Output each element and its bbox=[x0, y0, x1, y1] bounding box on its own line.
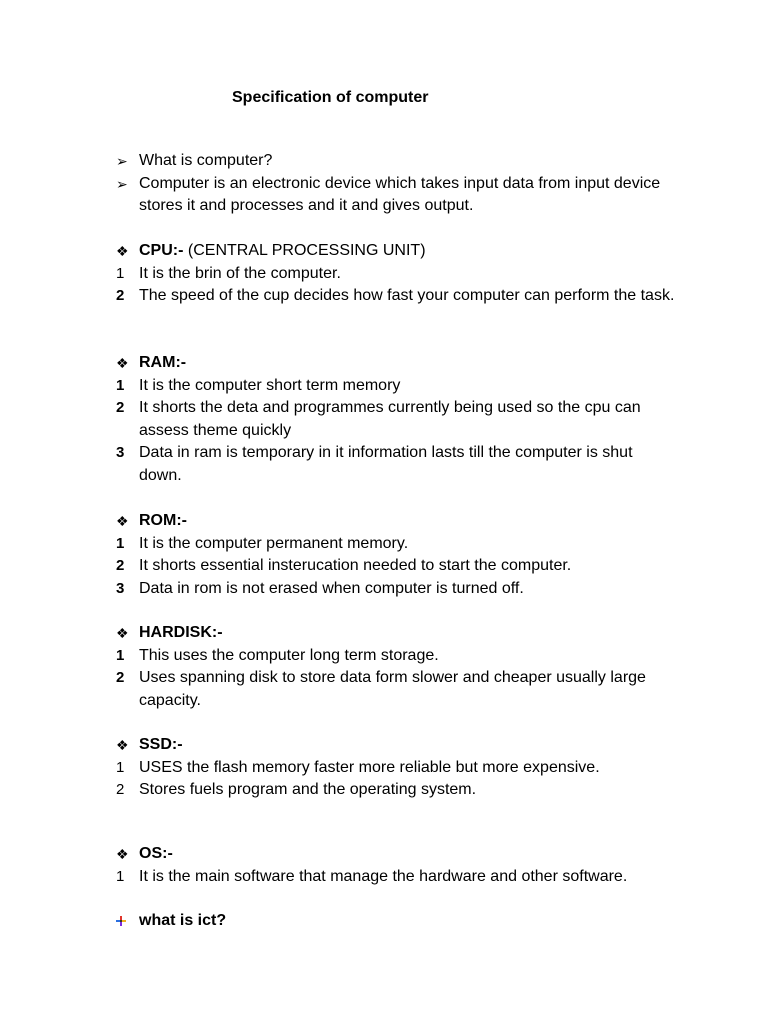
section-heading: ❖ HARDISK:- bbox=[0, 622, 768, 645]
colorful-bullet-icon bbox=[116, 916, 126, 926]
section-heading: ❖ ROM:- bbox=[0, 510, 768, 533]
list-item: ➢ Computer is an electronic device which takes input data from input device stores it and processes and it and gives output. bbox=[116, 174, 661, 214]
section-heading: ❖ OS:- bbox=[0, 843, 768, 866]
ram-section bbox=[0, 352, 768, 487]
rom-section bbox=[0, 510, 768, 600]
section-heading: ❖ RAM:- bbox=[0, 352, 768, 375]
list-item: 1 It is the computer short term memory bbox=[116, 376, 401, 394]
list-item: 2 Stores fuels program and the operating system. bbox=[116, 781, 477, 798]
list-item: 1 It is the computer permanent memory. bbox=[116, 534, 409, 552]
diamond-bullet-icon: ❖ bbox=[116, 513, 129, 529]
diamond-bullet-icon: ❖ bbox=[116, 355, 129, 371]
list-item: 1 It is the main software that manage the hardware and other software. bbox=[116, 867, 628, 885]
page-title: Specification of computer bbox=[232, 89, 429, 106]
section-heading: what is ict? bbox=[0, 910, 768, 933]
hardisk-section bbox=[0, 622, 768, 712]
diamond-bullet-icon: ❖ bbox=[116, 737, 129, 753]
arrow-bullet-icon: ➢ bbox=[116, 175, 128, 192]
diamond-bullet-icon: ❖ bbox=[116, 625, 129, 641]
list-item: 1 This uses the computer long term storage. bbox=[116, 646, 439, 664]
intro-list bbox=[0, 150, 768, 218]
ssd-section bbox=[0, 734, 768, 802]
list-item: 2 Uses spanning disk to store data form slower and cheaper usually large capacity. bbox=[116, 669, 646, 709]
list-item: ➢ What is computer? bbox=[0, 150, 768, 173]
list-item: 1 USES the flash memory faster more reliable but more expensive. bbox=[116, 758, 600, 776]
list-item: 2 The speed of the cup decides how fast your computer can perform the task. bbox=[116, 287, 675, 304]
list-item: 3 Data in ram is temporary in it information lasts till the computer is shut down. bbox=[116, 444, 633, 484]
arrow-bullet-icon: ➢ bbox=[116, 153, 128, 169]
section-heading: ❖ SSD:- bbox=[0, 734, 768, 757]
cpu-section bbox=[0, 240, 768, 308]
diamond-bullet-icon: ❖ bbox=[116, 243, 129, 259]
os-section bbox=[0, 843, 768, 888]
list-item: 2 It shorts essential insterucation needed to start the computer. bbox=[116, 557, 572, 574]
list-item: 1 It is the brin of the computer. bbox=[116, 264, 341, 282]
diamond-bullet-icon: ❖ bbox=[116, 846, 129, 862]
list-item: 3 Data in rom is not erased when computer is turned off. bbox=[116, 579, 524, 597]
section-heading: ❖ CPU:- (CENTRAL PROCESSING UNIT) bbox=[0, 240, 768, 263]
list-item: 2 It shorts the deta and programmes currently being used so the cpu can assess theme quickly bbox=[116, 399, 641, 439]
ict-section bbox=[0, 910, 768, 933]
